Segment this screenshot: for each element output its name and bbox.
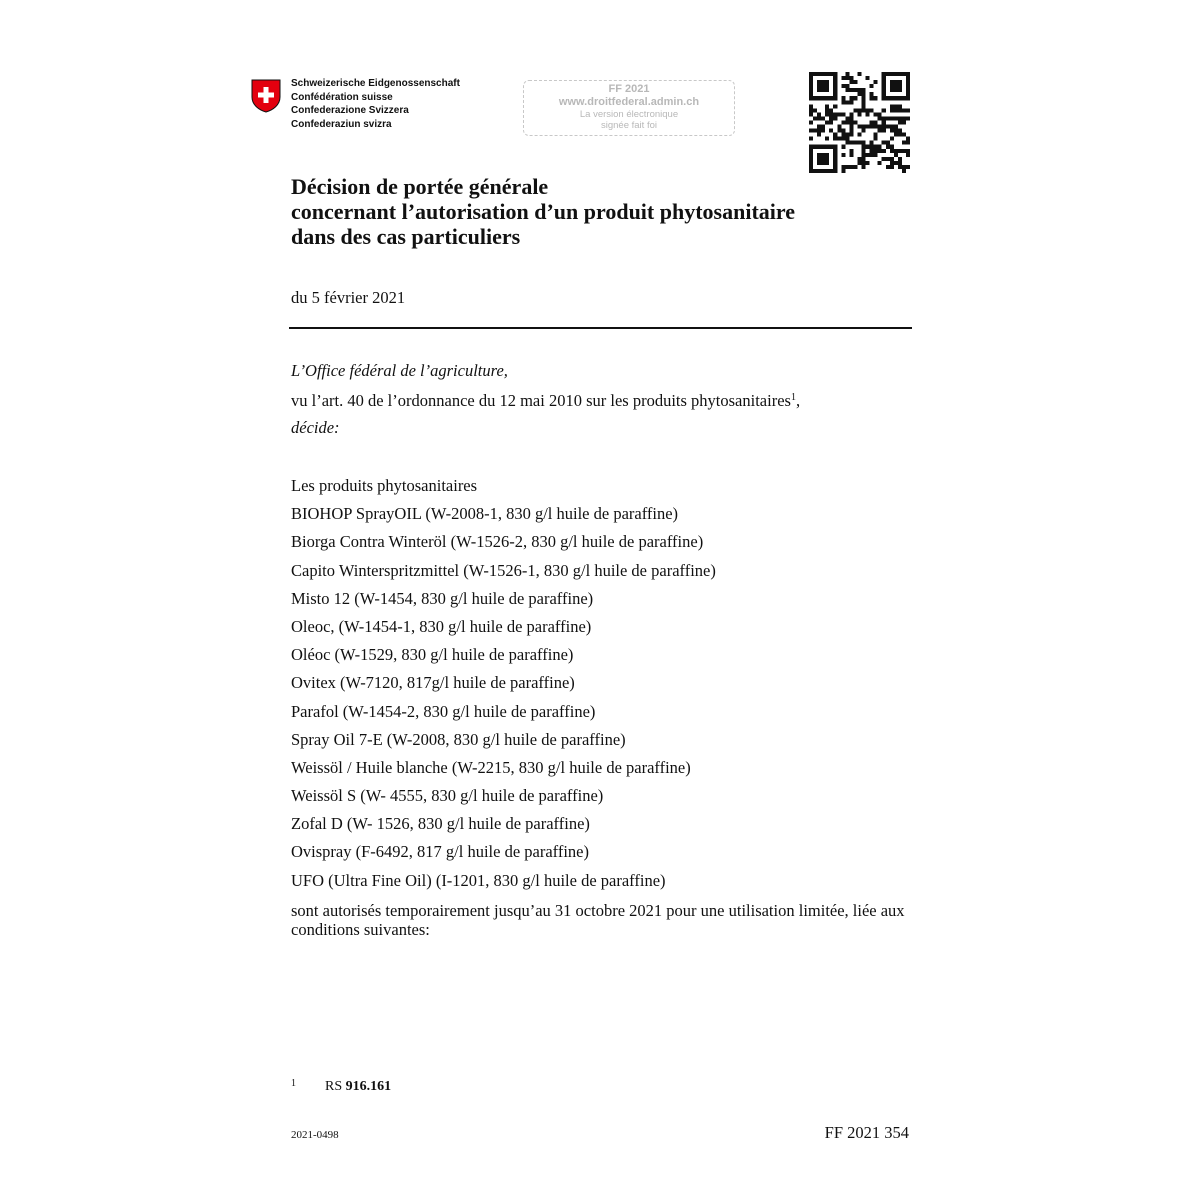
product-item: Spray Oil 7-E (W-2008, 830 g/l huile de paraffine): [291, 729, 626, 749]
products-list: [291, 476, 931, 899]
product-item: Parafol (W-1454-2, 830 g/l huile de paraffine): [291, 701, 596, 721]
stamp-line-2: www.droitfederal.admin.ch: [558, 96, 700, 108]
document-title: [291, 174, 931, 249]
footnote-number: 1: [291, 1078, 296, 1089]
footnote-ref[interactable]: 1: [790, 392, 796, 403]
legal-basis: [291, 384, 931, 414]
products-intro: Les produits phytosanitaires: [291, 476, 478, 495]
product-item: Weissöl S (W- 4555, 830 g/l huile de paraffine): [291, 786, 604, 806]
product-item: Zofal D (W- 1526, 830 g/l huile de paraffine): [291, 814, 590, 834]
product-item: Biorga Contra Winteröl (W-1526-2, 830 g/l huile de paraffine): [291, 532, 704, 552]
product-item: Oléoc (W-1529, 830 g/l huile de paraffine): [291, 645, 574, 665]
preamble: [291, 357, 931, 441]
logo-line-fr: Confédération suisse: [291, 91, 393, 103]
logo-line-de: Schweizerische Eidgenossenschaft: [291, 78, 460, 89]
footnote-prefix: RS: [325, 1079, 346, 1094]
logo-line-it: Confederazione Svizzera: [291, 105, 409, 116]
electronic-version-stamp: [523, 80, 735, 136]
logo-text: [291, 77, 460, 131]
decides: décide:: [291, 418, 340, 437]
page-reference: FF 2021 354: [824, 1123, 909, 1142]
footnote: [291, 1078, 391, 1095]
product-item: Oleoc, (W-1454-1, 830 g/l huile de paraffine): [291, 616, 592, 636]
qr-code-icon: [809, 72, 910, 173]
stamp-line-4: signée fait foi: [601, 120, 657, 131]
product-item: BIOHOP SprayOIL (W-2008-1, 830 g/l huile de paraffine): [291, 504, 679, 524]
footnote-reference: 916.161: [345, 1079, 392, 1094]
title-line-2: concernant l’autorisation d’un produit phytosanitaire: [291, 199, 796, 224]
product-item: Ovispray (F-6492, 817 g/l huile de paraffine): [291, 842, 589, 862]
product-item: UFO (Ultra Fine Oil) (I-1201, 830 g/l huile de paraffine): [291, 870, 666, 890]
product-item: Weissöl / Huile blanche (W-2215, 830 g/l huile de paraffine): [291, 757, 691, 777]
legal-basis-text: vu l’art. 40 de l’ordonnance du 12 mai 2010 sur les produits phytosanitaires: [291, 391, 791, 410]
stamp-line-1: FF 2021: [608, 83, 650, 95]
federal-logo: [251, 77, 481, 137]
product-item: Misto 12 (W-1454, 830 g/l huile de paraffine): [291, 588, 594, 608]
conclusion: sont autorisés temporairement jusqu’au 31 octobre 2021 pour une utilisation limitée, liée aux conditions suivantes:: [291, 901, 905, 939]
authority: L’Office fédéral de l’agriculture,: [291, 361, 508, 380]
logo-line-rm: Confederaziun svizra: [291, 118, 392, 130]
product-item: Ovitex (W-7120, 817g/l huile de paraffine): [291, 673, 575, 693]
swiss-shield-icon: [251, 79, 281, 113]
horizontal-rule: [289, 327, 912, 329]
title-line-1: Décision de portée générale: [291, 174, 549, 199]
title-line-3: dans des cas particuliers: [291, 224, 521, 249]
stamp-line-3: La version électronique: [579, 109, 679, 120]
product-item: Capito Winterspritzmittel (W-1526-1, 830 g/l huile de paraffine): [291, 560, 716, 580]
legal-basis-end: ,: [795, 391, 801, 410]
document-date: du 5 février 2021: [291, 288, 406, 307]
document-number: 2021-0498: [291, 1129, 339, 1141]
